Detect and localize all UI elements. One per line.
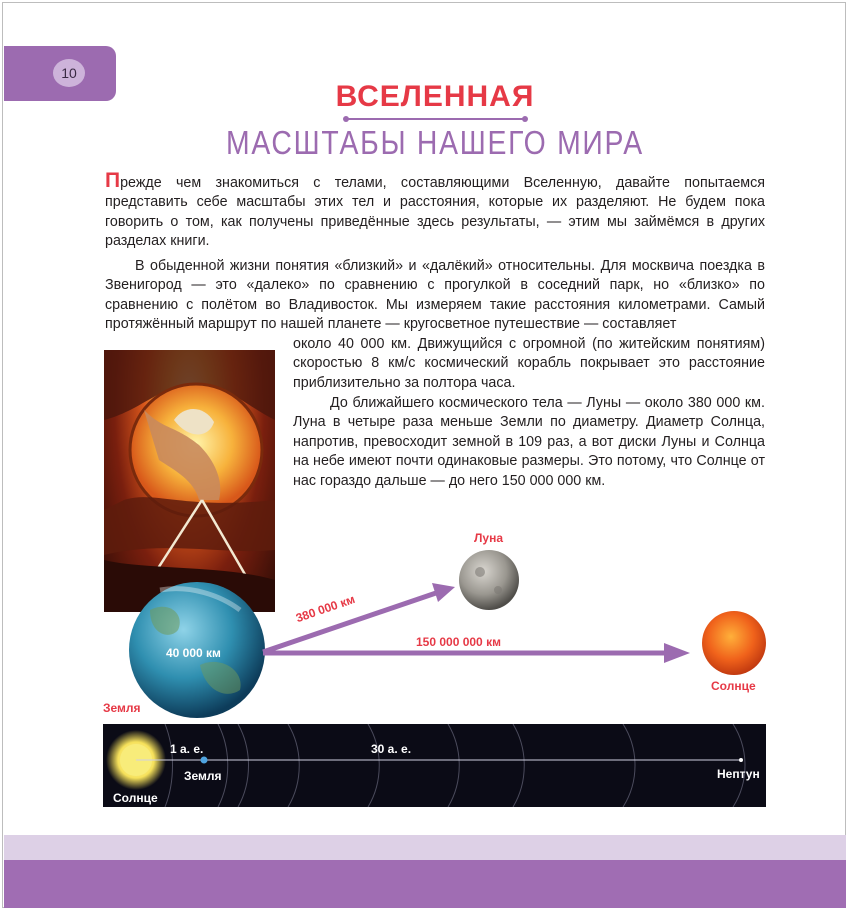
earth-label: Земля [103, 701, 141, 715]
strip-sun-label: Солнце [113, 791, 158, 805]
moon-distance-label: 380 000 км [294, 591, 357, 626]
sun-label: Солнце [711, 679, 756, 693]
page-title: ВСЕЛЕННАЯ [335, 80, 535, 113]
drop-cap: П [105, 169, 121, 192]
sun-distance-label: 150 000 000 км [416, 635, 501, 649]
strip-earth-label: Земля [184, 769, 222, 783]
sun-sphere [702, 611, 766, 675]
paragraph-intro-text: режде чем знакомиться с телами, составляющими Вселенную, давайте попытаемся представить себе масштабы этих тел и расстояния, которые их разделяют. Не будем пока говорить о том, как получены приведённые здесь результаты, — этим мы займёмся в других разделах книги. [105, 175, 765, 250]
footer-band-dark [4, 860, 846, 908]
page-number: 10 [53, 59, 85, 87]
strip-au30-label: 30 а. е. [371, 742, 412, 756]
moon-label: Луна [474, 531, 504, 545]
footer-band-light [4, 835, 846, 860]
paragraph-distances: В обыденной жизни понятия «близкий» и «далёкий» относительны. Для москвича поездка в Звенигород — это «далеко» по сравнению с прогулкой в соседний парк, но «близко» по сравнению с полётом во Владивосток. Мы измеряем такие расстояния километрами. Самый протяжённый маршрут по нашей планете — кругосветное путешествие — составляет [105, 258, 765, 333]
strip-au1-label: 1 а. е. [170, 742, 204, 756]
moon-sphere [459, 550, 519, 610]
paragraph-circumnavigation: около 40 000 км. Движущийся с огромной (по житейским понятиям) скоростью 8 км/с космический корабль покрывает это расстояние приблизительно за полтора часа. [293, 336, 765, 391]
solar-system-scale-strip [103, 724, 766, 807]
strip-neptune-label: Нептун [717, 767, 760, 781]
page-subtitle: МАСШТАБЫ НАШЕГО МИРА [226, 124, 644, 161]
paragraph-moon-sun: До ближайшего космического тела — Луны — около 380 000 км. Луна в четыре раза меньше Земли по диаметру. Диаметр Солнца, напротив, превосходит земной в 109 раз, а вот диски Луны и Солнца на небе имеют почти одинаковые размеры. Это потому, что Солнце от нас гораздо дальше — до него 150 000 000 км. [293, 395, 765, 489]
earth-circumference-label: 40 000 км [166, 646, 221, 660]
